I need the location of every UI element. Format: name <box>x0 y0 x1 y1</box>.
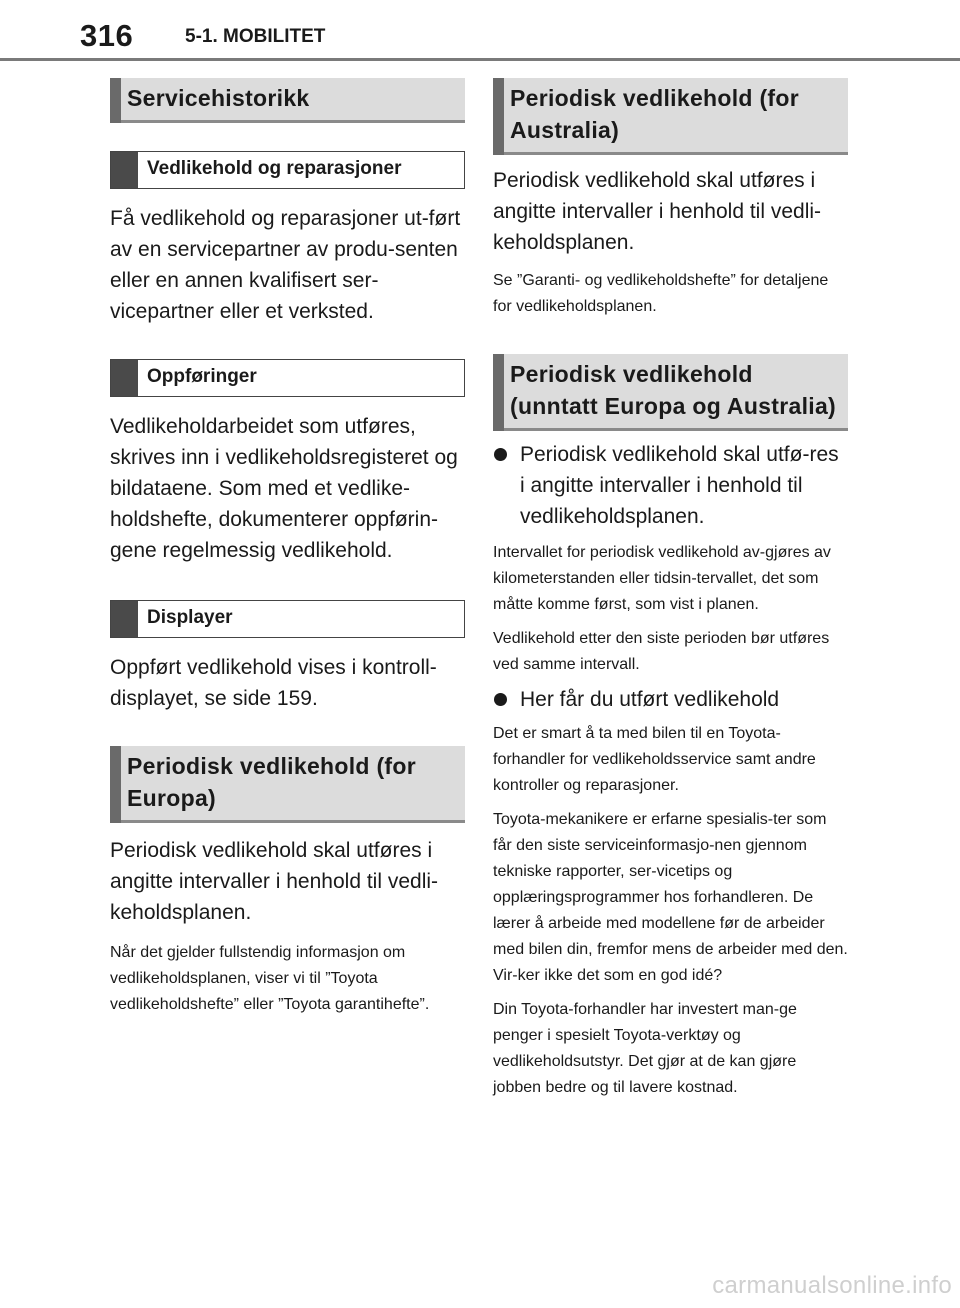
heading-periodisk-other: Periodisk vedlikehold (unntatt Europa og Australia) <box>493 354 848 431</box>
heading-periodisk-europa: Periodisk vedlikehold (for Europa) <box>110 746 465 823</box>
bullet-periodisk-other: Periodisk vedlikehold skal utfø-res i angitte intervaller i henhold til vedlikeholdsplanen. <box>493 439 848 532</box>
bullet-her-far-du: Her får du utført vedlikehold <box>493 684 848 715</box>
header-rule <box>0 58 960 61</box>
subheading-vedlikehold: Vedlikehold og reparasjoner <box>110 151 465 189</box>
note-last-period: Vedlikehold etter den siste perioden bør utføres ved samme intervall. <box>493 630 830 673</box>
heading-servicehistorikk: Servicehistorikk <box>110 78 465 123</box>
paragraph-displayer: Oppført vedlikehold vises i kontroll-displayet, se side 159. <box>110 656 437 710</box>
page-number: 316 <box>80 18 134 53</box>
note-mechanics: Toyota-mekanikere er erfarne spesialis-ter som får den siste serviceinformasjo-nen gjennom tekniske rapporter, ser-vicetips og opplæringsprogrammer hos forhandleren. De lærer å arbeide med modellene før de arbeider med bilen din, fremfor mens de arbeider med den. Vir-ker ikke det som en god idé? <box>493 811 848 984</box>
note-dealer-smart: Det er smart å ta med bilen til en Toyota-forhandler for vedlikeholdsservice samt andre kontroller og reparasjoner. <box>493 725 816 794</box>
paragraph-europa: Periodisk vedlikehold skal utføres i angitte intervaller i henhold til vedli-keholdsplanen. <box>110 839 439 924</box>
heading-periodisk-australia: Periodisk vedlikehold (for Australia) <box>493 78 848 155</box>
page-header <box>0 0 960 62</box>
paragraph-australia: Periodisk vedlikehold skal utføres i angitte intervaller i henhold til vedli-keholdsplanen. <box>493 169 822 254</box>
paragraph-vedlikehold: Få vedlikehold og reparasjoner ut-ført av en servicepartner av produ-senten eller en annen kvalifisert ser-vicepartner eller et verksted. <box>110 207 461 323</box>
right-column <box>493 78 848 1101</box>
left-column <box>110 78 465 1018</box>
watermark: carmanualsonline.info <box>712 1272 952 1299</box>
subheading-oppforinger: Oppføringer <box>110 359 465 397</box>
section-title: 5-1. MOBILITET <box>185 26 326 47</box>
note-investment: Din Toyota-forhandler har investert man-ge penger i spesielt Toyota-verktøy og vedlikeholdsutstyr. Det gjør at de kan gjøre jobben bedre og til lavere kostnad. <box>493 1001 797 1096</box>
note-europa: Når det gjelder fullstendig informasjon om vedlikeholdsplanen, viser vi til ”Toyota vedlikeholdshefte” eller ”Toyota garantihefte”. <box>110 944 430 1013</box>
note-australia: Se ”Garanti- og vedlikeholdshefte” for detaljene for vedlikeholdsplanen. <box>493 272 829 315</box>
paragraph-oppforinger: Vedlikeholdarbeidet som utføres, skrives inn i vedlikeholdsregisteret og bildataene. Som med et vedlike-holdshefte, dokumenterer oppførin-gene regelmessig vedlikehold. <box>110 415 458 562</box>
note-interval: Intervallet for periodisk vedlikehold av-gjøres av kilometerstanden eller tidsin-tervallet, det som måtte komme først, som vist i planen. <box>493 544 831 613</box>
subheading-displayer: Displayer <box>110 600 465 638</box>
